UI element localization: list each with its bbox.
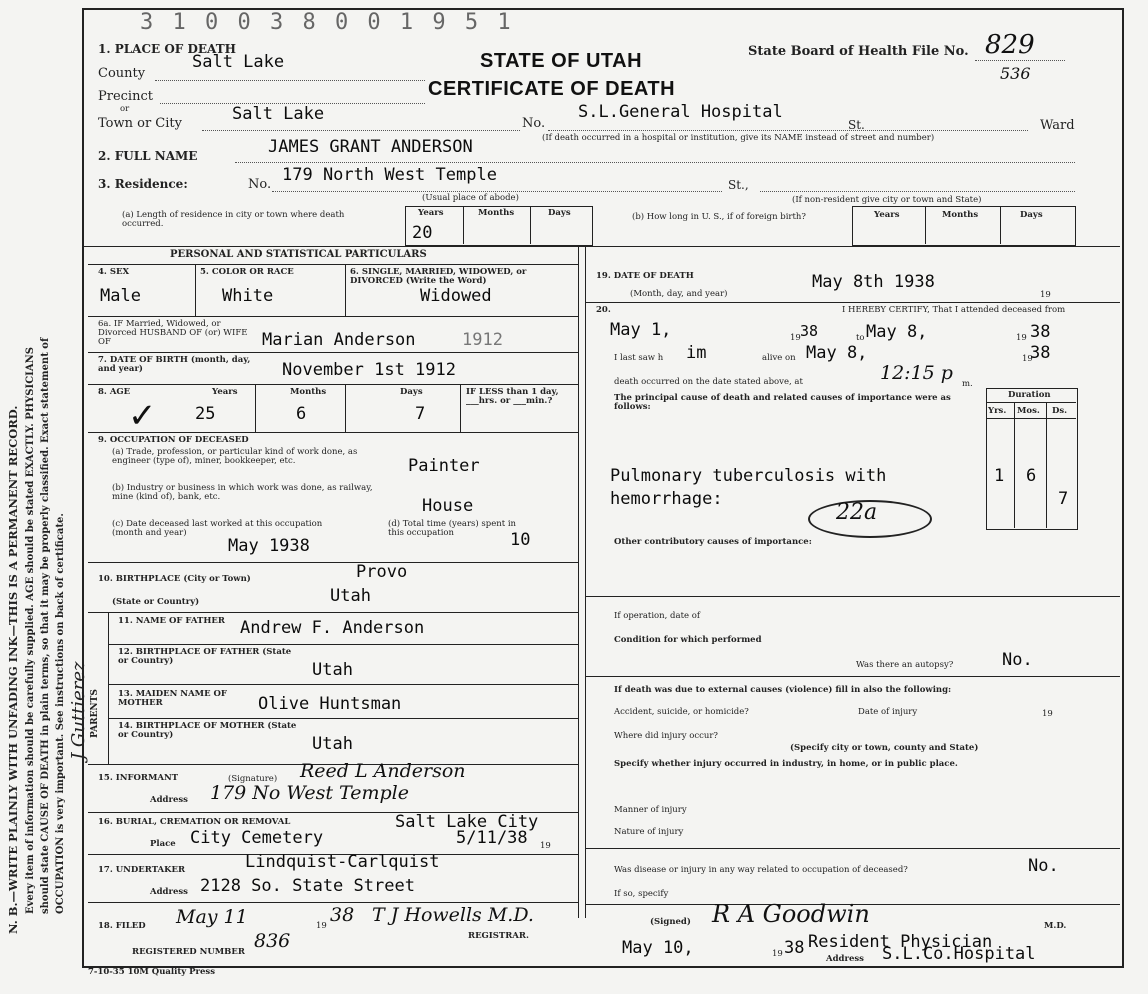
dod-sub-label: (Month, day, and year) [630, 289, 728, 299]
foreign-birth-label: (b) How long in U. S., if of foreign birth? [632, 212, 806, 222]
precinct-label: Precinct [98, 89, 153, 104]
death-time-label: death occurred on the date stated above, at [614, 377, 803, 387]
burial-label: 16. BURIAL, CREMATION OR REMOVAL [98, 817, 291, 827]
town-value: Salt Lake [232, 104, 325, 124]
side-instruction-line4: OCCUPATION is very important. See instructions on back of certificate. [55, 513, 66, 914]
serial-number: 3 1 0 0 3 8 0 0 1 9 5 1 [140, 10, 514, 35]
registrar-label: REGISTRAR. [468, 931, 529, 941]
physician-address-label: Address [826, 954, 864, 964]
alive-year: 38 [1030, 343, 1051, 363]
hospital-value: S.L.General Hospital [578, 102, 783, 122]
father-birthplace-value: Utah [312, 660, 353, 680]
last-saw-value: im [686, 343, 707, 363]
injury-date-label: Date of injury [858, 707, 918, 717]
dob-label: 7. DATE OF BIRTH (month, day, and year) [98, 355, 251, 374]
from-year19: 19 [790, 333, 801, 343]
external-causes-label: If death was due to external causes (violence) fill in also the following: [614, 685, 952, 695]
us-days-header: Days [1020, 210, 1043, 220]
age-months-header: Months [290, 387, 327, 397]
mother-birthplace-label: 14. BIRTHPLACE OF MOTHER (State or Country) [118, 721, 297, 740]
contributory-label: Other contributory causes of importance: [614, 537, 812, 547]
color-value: White [222, 286, 274, 306]
spouse-label: 6a. IF Married, Widowed, or Divorced HUSBAND OF (or) WIFE OF [98, 319, 248, 347]
alive-year19: 19 [1022, 354, 1033, 364]
attended-from-year: 38 [800, 322, 819, 340]
duration-label: Duration [1008, 390, 1051, 400]
spouse-year: 1912 [462, 330, 503, 350]
filed-date: May 11 [176, 906, 248, 928]
file-number-label: State Board of Health File No. [748, 44, 969, 59]
occupation-a-label: (a) Trade, profession, or particular kind of work done, as engineer (type of), miner, bookkeeper, etc. [112, 447, 358, 466]
cause-code: 22a [836, 500, 878, 525]
industry-value: House [422, 496, 474, 516]
if-so-label: If so, specify [614, 889, 669, 899]
years-header: Years [418, 208, 444, 218]
signed-label: (Signed) [650, 917, 691, 927]
occupation-c-label: (c) Date deceased last worked at this occupation (month and year) [112, 519, 323, 538]
town-label: Town or City [98, 116, 182, 131]
father-value: Andrew F. Anderson [240, 618, 425, 638]
months-header: Months [478, 208, 515, 218]
autopsy-label: Was there an autopsy? [856, 660, 954, 670]
sex-value: Male [100, 286, 141, 306]
m-label: m. [962, 379, 973, 389]
specify-note: (Specify city or town, county and State) [790, 743, 979, 753]
filed-year-prefix: 19 [316, 921, 327, 931]
or-label: or [120, 104, 130, 114]
dod-label: 19. DATE OF DEATH [596, 271, 694, 281]
age-label: 8. AGE [98, 387, 131, 397]
nonresident-note: (If non-resident give city or town and State) [792, 195, 982, 205]
duration-mos: Mos. [1017, 406, 1040, 416]
total-time-value: 10 [510, 530, 531, 550]
attended-to: May 8, [866, 322, 928, 342]
burial-city: Salt Lake City [395, 812, 539, 832]
full-name-value: JAMES GRANT ANDERSON [268, 137, 473, 157]
spouse-value: Marian Anderson [262, 330, 416, 350]
operation-label: If operation, date of [614, 611, 700, 621]
file-number-secondary: 536 [1000, 64, 1031, 83]
informant-label: 15. INFORMANT [98, 773, 179, 783]
physician-address: S.L.Co.Hospital [882, 944, 1036, 964]
birth-state-label: (State or Country) [112, 597, 200, 607]
registrar-signature: T J Howells M.D. [372, 904, 534, 926]
certify-statement: I HEREBY CERTIFY, That I attended deceased from [842, 305, 1066, 315]
residence-no-label: No. [248, 177, 272, 192]
side-instruction-line2: Every item of information should be carefully supplied. AGE should be stated EXACTLY. PHYSICIANS [25, 347, 36, 914]
last-worked-value: May 1938 [228, 536, 310, 556]
cause-label: The principal cause of death and related causes of importance were as follows: [614, 393, 951, 412]
certificate-title: CERTIFICATE OF DEATH [428, 78, 676, 100]
days-header: Days [548, 208, 571, 218]
filed-year: 38 [330, 904, 355, 926]
place-of-death-label: 1. PLACE OF DEATH [98, 42, 236, 56]
alive-date: May 8, [806, 343, 868, 363]
informant-address-label: Address [150, 795, 188, 805]
last-saw-label: I last saw h [614, 353, 664, 363]
duration-row2-ds: 7 [1058, 489, 1069, 509]
undertaker-address: 2128 So. State Street [200, 876, 415, 896]
side-signature: J Guttierez [68, 661, 89, 760]
less-than-day-label: IF LESS than 1 day, ___hrs. or ___min.? [466, 387, 559, 406]
age-check-mark: ✓ [128, 396, 157, 436]
registered-number-label: REGISTERED NUMBER [132, 947, 245, 957]
full-name-label: 2. FULL NAME [98, 149, 198, 163]
occupation-d-label: (d) Total time (years) spent in this occupation [388, 519, 517, 538]
manner-label: Manner of injury [614, 805, 687, 815]
occupation-b-label: (b) Industry or business in which work was done, as railway, mine (kind of), bank, etc. [112, 483, 373, 502]
to-label: to [856, 333, 865, 343]
registered-number: 836 [254, 930, 291, 952]
cert-number-label: 20. [596, 305, 611, 315]
age-days: 7 [415, 404, 426, 424]
marital-label: 6. SINGLE, MARRIED, WIDOWED, or DIVORCED (Write the Word) [350, 267, 527, 286]
burial-place: City Cemetery [190, 828, 324, 848]
birth-state-value: Utah [330, 586, 371, 606]
mother-birthplace-value: Utah [312, 734, 353, 754]
age-years: 25 [195, 404, 216, 424]
accident-label: Accident, suicide, or homicide? [614, 707, 749, 717]
st-label: St. [848, 118, 865, 132]
residence-value: 179 North West Temple [282, 165, 497, 185]
color-label: 5. COLOR OR RACE [200, 267, 294, 277]
burial-place-label: Place [150, 839, 176, 849]
age-months: 6 [296, 404, 307, 424]
birthplace-label: 10. BIRTHPLACE (City or Town) [98, 574, 251, 584]
sex-label: 4. SEX [98, 267, 130, 277]
to-year19: 19 [1016, 333, 1027, 343]
attended-to-year: 38 [1030, 322, 1051, 342]
cause-line2: hemorrhage: [610, 489, 723, 509]
dod-year19: 19 [1040, 290, 1051, 300]
personal-header: PERSONAL AND STATISTICAL PARTICULARS [170, 249, 427, 260]
injury-year19: 19 [1042, 709, 1053, 719]
autopsy-value: No. [1002, 650, 1033, 670]
signed-year19: 19 [772, 949, 783, 959]
occupation-value: Painter [408, 456, 480, 476]
death-time: 12:15 p [880, 362, 953, 384]
father-birthplace-label: 12. BIRTHPLACE OF FATHER (State or Country) [118, 647, 292, 666]
us-months-header: Months [942, 210, 979, 220]
marital-value: Widowed [420, 286, 492, 306]
where-injury-label: Where did injury occur? [614, 731, 718, 741]
occupation-label: 9. OCCUPATION OF DECEASED [98, 435, 249, 445]
specify-injury-label: Specify whether injury occurred in industry, in home, or in public place. [614, 759, 958, 769]
residence-label: 3. Residence: [98, 177, 188, 191]
hospital-note: (If death occurred in a hospital or institution, give its NAME instead of street and number) [542, 133, 935, 143]
informant-signature: Reed L Anderson [300, 760, 466, 782]
length-residence-label: (a) Length of residence in city or town where death occurred. [122, 210, 345, 229]
md-label: M.D. [1044, 921, 1067, 931]
mother-label: 13. MAIDEN NAME OF MOTHER [118, 689, 227, 708]
physician-signature: R A Goodwin [712, 900, 870, 928]
dod-value: May 8th 1938 [812, 272, 935, 292]
undertaker-label: 17. UNDERTAKER [98, 865, 186, 875]
parents-label: PARENTS [90, 689, 100, 738]
signature-label: (Signature) [228, 774, 278, 784]
signed-year: 38 [784, 938, 805, 958]
condition-label: Condition for which performed [614, 635, 762, 645]
residence-years: 20 [412, 223, 433, 243]
duration-yrs: Yrs. [988, 406, 1007, 416]
mother-value: Olive Huntsman [258, 694, 402, 714]
duration-row1-yrs: 1 [994, 466, 1005, 486]
ward-label: Ward [1040, 118, 1075, 133]
county-value: Salt Lake [192, 52, 285, 72]
street-no-label: No. [522, 116, 546, 131]
nature-label: Nature of injury [614, 827, 684, 837]
occupation-related-label: Was disease or injury in any way related to occupation of deceased? [614, 865, 908, 875]
attended-from: May 1, [610, 320, 672, 340]
side-instruction-line3: should state CAUSE OF DEATH in plain terms, so that it may be properly classified. Exact statement of [40, 337, 51, 914]
birth-city-value: Provo [356, 562, 408, 582]
file-number: 829 [985, 30, 1035, 60]
signed-date: May 10, [622, 938, 694, 958]
duration-ds: Ds. [1052, 406, 1068, 416]
undertaker-address-label: Address [150, 887, 188, 897]
age-years-header: Years [212, 387, 238, 397]
side-instruction-line1: N. B.—WRITE PLAINLY WITH UNFADING INK—THIS IS A PERMANENT RECORD. [6, 405, 20, 934]
cause-line1: Pulmonary tuberculosis with [610, 466, 887, 486]
dob-value: November 1st 1912 [282, 360, 456, 380]
county-label: County [98, 66, 146, 81]
alive-on-label: alive on [762, 353, 796, 363]
print-info: 7-10-35 10M Quality Press [88, 967, 216, 977]
burial-date: 5/11/38 [456, 828, 528, 848]
physician-title: Resident Physician [808, 932, 993, 952]
us-years-header: Years [874, 210, 900, 220]
residence-st-label: St., [728, 178, 749, 192]
father-label: 11. NAME OF FATHER [118, 616, 225, 626]
undertaker-value: Lindquist-Carlquist [245, 852, 440, 872]
filed-label: 18. FILED [98, 921, 146, 931]
duration-row1-mos: 6 [1026, 466, 1037, 486]
occupation-related-value: No. [1028, 856, 1059, 876]
age-days-header: Days [400, 387, 423, 397]
state-heading: STATE OF UTAH [480, 50, 643, 72]
informant-address: 179 No West Temple [210, 782, 409, 804]
burial-year-prefix: 19 [540, 841, 551, 851]
usual-abode-note: (Usual place of abode) [422, 193, 519, 203]
